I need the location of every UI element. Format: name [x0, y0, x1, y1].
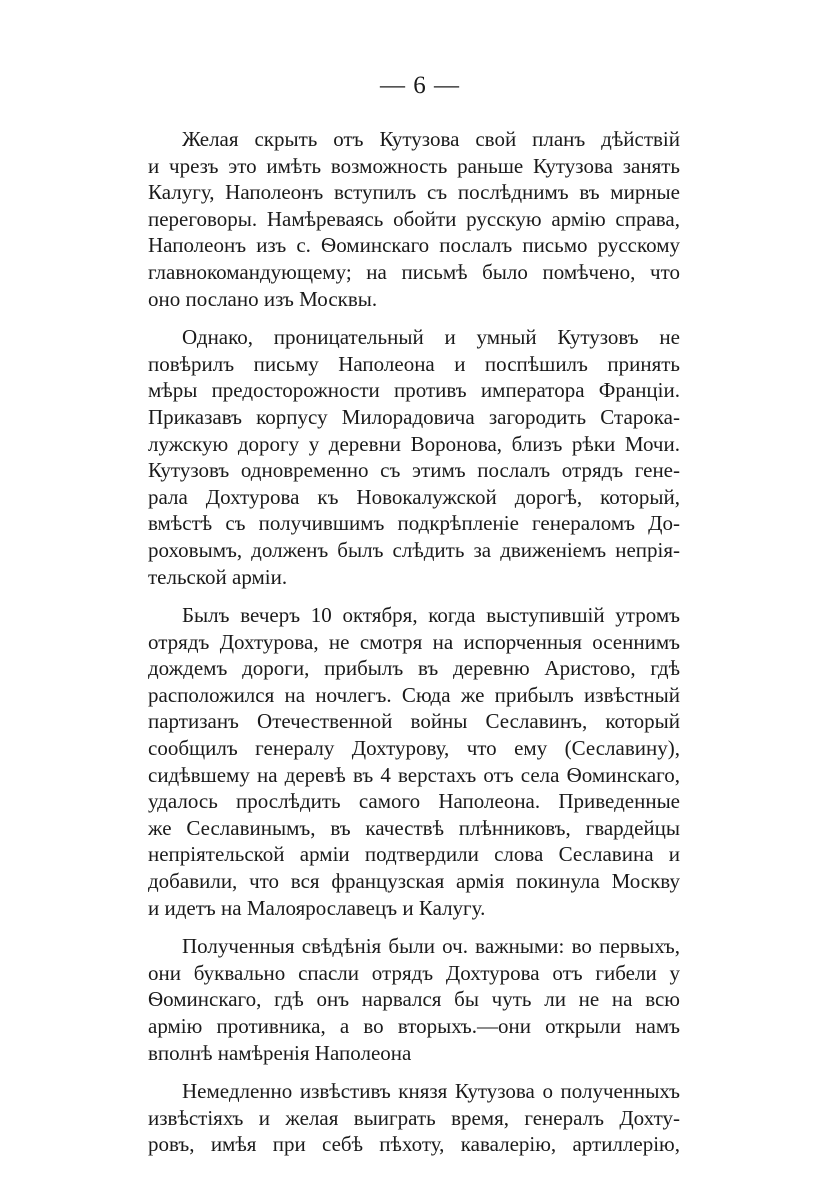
text-line: Полученныя свѣдѣнія были оч. важными: во первыхъ,	[182, 934, 680, 959]
text-line: Былъ вечеръ 10 октября, когда выступившій утромъ	[182, 603, 680, 628]
text-line: вмѣстѣ съ получившимъ подкрѣпленіе генераломъ До-	[148, 511, 680, 536]
text-line: они буквально спасли отрядъ Дохтурова отъ гибели у	[148, 960, 680, 985]
text-line: и чрезъ это имѣть возможность раньше Кутузова занять	[148, 153, 680, 178]
text-line: дождемъ дороги, прибылъ въ деревню Аристово, гдѣ	[148, 656, 680, 681]
text-line: и идетъ на Малоярославецъ и Калугу.	[148, 895, 486, 920]
paragraph	[148, 933, 680, 1066]
paragraph	[148, 324, 680, 590]
text-line: сидѣвшему на деревѣ въ 4 верстахъ отъ села Ѳоминскаго,	[148, 762, 680, 787]
text-line: главнокомандующему; на письмѣ было помѣчено, что	[148, 259, 680, 284]
text-line: ровъ, имѣя при себѣ пѣхоту, кавалерію, артиллерію,	[148, 1132, 680, 1157]
text-line: партизанъ Отечественной войны Сеславинъ, который	[148, 709, 680, 734]
text-line: Ѳоминскаго, гдѣ онъ нарвался бы чуть ли не на всю	[148, 987, 680, 1012]
text-line: мѣры предосторожности противъ императора Франціи.	[148, 378, 680, 403]
text-line: рала Дохтурова къ Новокалужской дорогѣ, который,	[148, 484, 680, 509]
text-line: армію противника, а во вторыхъ.—они открыли намъ	[148, 1014, 680, 1038]
text-line: лужскую дорогу у деревни Воронова, близъ рѣки Мочи.	[148, 431, 680, 456]
text-line: расположился на ночлегъ. Сюда же прибылъ извѣстный	[148, 682, 680, 707]
paragraph	[148, 1078, 680, 1158]
text-line: Наполеонъ изъ с. Ѳоминскаго послалъ письмо русскому	[148, 233, 680, 258]
text-line: Однако, проницательный и умный Кутузовъ не	[182, 325, 680, 350]
text-line: отрядъ Дохтурова, не смотря на испорченныя осеннимъ	[148, 629, 680, 654]
text-line: повѣрилъ письму Наполеона и поспѣшилъ принять	[148, 351, 680, 376]
text-line: оно послано изъ Москвы.	[148, 286, 378, 311]
text-line: Кутузовъ одновременно съ этимъ послалъ отрядъ гене-	[148, 458, 680, 483]
text-line: вполнѣ намѣренія Наполеона	[148, 1040, 412, 1065]
text-line: Желая скрыть отъ Кутузова свой планъ дѣйствій	[182, 127, 680, 151]
text-line: извѣстіяхъ и желая выиграть время, генералъ Дохту-	[148, 1105, 680, 1130]
body-text	[148, 126, 680, 1170]
text-line: Немедленно извѣстивъ князя Кутузова о полученныхъ	[182, 1079, 680, 1104]
paragraph	[148, 126, 680, 312]
text-line: же Сеславинымъ, въ качествѣ плѣнниковъ, гвардейцы	[148, 815, 680, 840]
text-line: Приказавъ корпусу Милорадовича загородить Старока-	[148, 404, 680, 429]
text-line: тельской арміи.	[148, 564, 288, 589]
text-line: переговоры. Намѣреваясь обойти русскую армію справа,	[148, 206, 680, 231]
text-line: Калугу, Наполеонъ вступилъ съ послѣднимъ въ мирные	[148, 180, 680, 205]
text-line: роховымъ, долженъ былъ слѣдить за движеніемъ непрія-	[148, 537, 680, 562]
text-line: удалось прослѣдить самого Наполеона. Приведенные	[148, 789, 680, 814]
text-line: сообщилъ генералу Дохтурову, что ему (Сеславину),	[148, 736, 680, 761]
paragraph	[148, 602, 680, 921]
page-number: — 6 —	[380, 72, 460, 99]
text-line: добавили, что вся французская армія покинула Москву	[148, 869, 680, 894]
text-line: непріятельской арміи подтвердили слова Сеславина и	[148, 842, 680, 867]
